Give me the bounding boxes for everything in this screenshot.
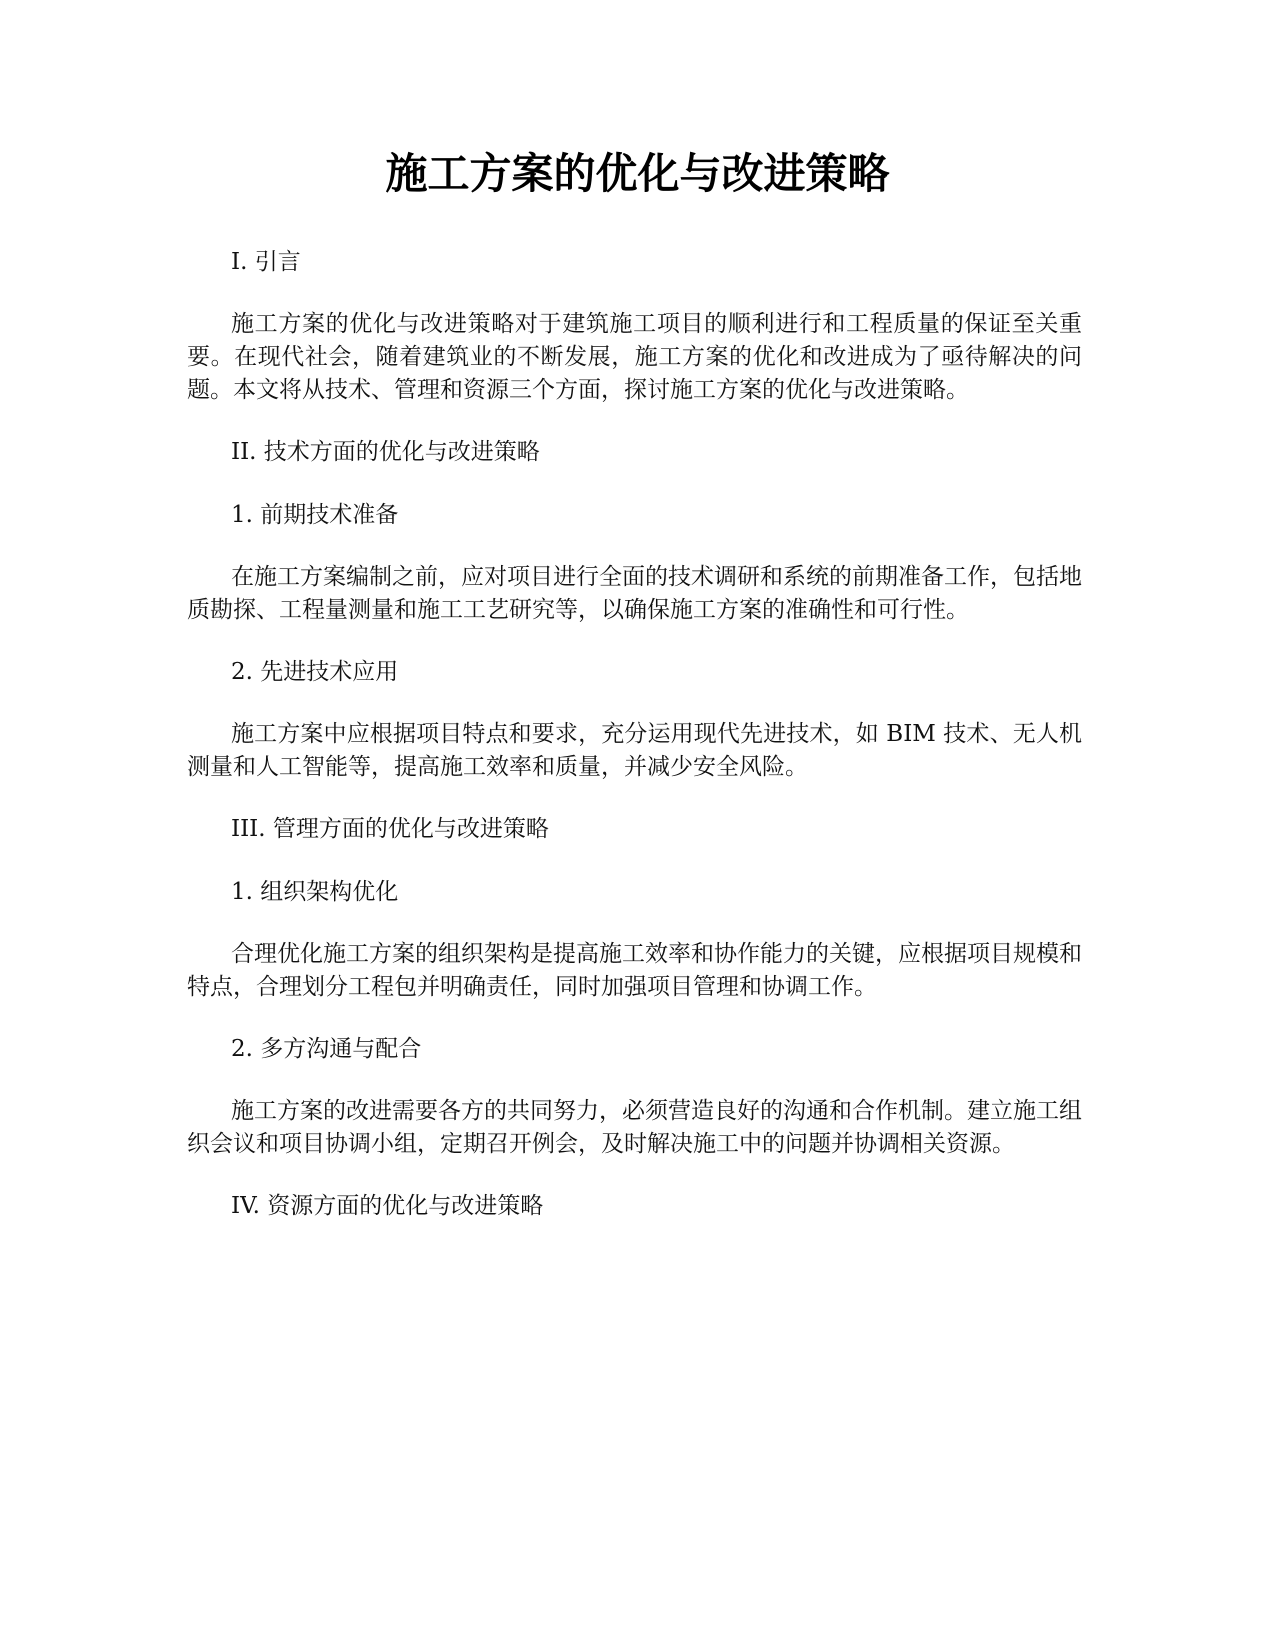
section-heading-introduction: I. 引言	[231, 249, 301, 275]
paragraph-organization: 合理优化施工方案的组织架构是提高施工效率和协作能力的关键，应根据项目规模和特点，合理划分工程包并明确责任，同时加强项目管理和协调工作。	[187, 941, 1082, 1000]
section-heading-resources: IV. 资源方面的优化与改进策略	[231, 1193, 544, 1219]
section-heading-technology: II. 技术方面的优化与改进策略	[231, 439, 540, 465]
paragraph-advanced-technology: 施工方案中应根据项目特点和要求，充分运用现代先进技术，如 BIM 技术、无人机测量和人工智能等，提高施工效率和质量，并减少安全风险。	[187, 721, 1082, 780]
subsection-heading-early-preparation: 1. 前期技术准备	[231, 502, 399, 528]
subsection-heading-advanced-technology: 2. 先进技术应用	[231, 659, 399, 685]
paragraph-early-preparation: 在施工方案编制之前，应对项目进行全面的技术调研和系统的前期准备工作，包括地质勘探、工程量测量和施工工艺研究等，以确保施工方案的准确性和可行性。	[187, 564, 1082, 623]
document-body	[187, 245, 1082, 1223]
section-heading-management: III. 管理方面的优化与改进策略	[231, 816, 549, 842]
subsection-heading-communication: 2. 多方沟通与配合	[231, 1036, 422, 1062]
document-title: 施工方案的优化与改进策略	[385, 149, 890, 198]
subsection-heading-organization: 1. 组织架构优化	[231, 879, 399, 905]
paragraph-introduction: 施工方案的优化与改进策略对于建筑施工项目的顺利进行和工程质量的保证至关重要。在现代社会，随着建筑业的不断发展，施工方案的优化和改进成为了亟待解决的问题。本文将从技术、管理和资源三个方面，探讨施工方案的优化与改进策略。	[187, 311, 1082, 403]
paragraph-communication: 施工方案的改进需要各方的共同努力，必须营造良好的沟通和合作机制。建立施工组织会议和项目协调小组，定期召开例会，及时解决施工中的问题并协调相关资源。	[187, 1098, 1082, 1157]
